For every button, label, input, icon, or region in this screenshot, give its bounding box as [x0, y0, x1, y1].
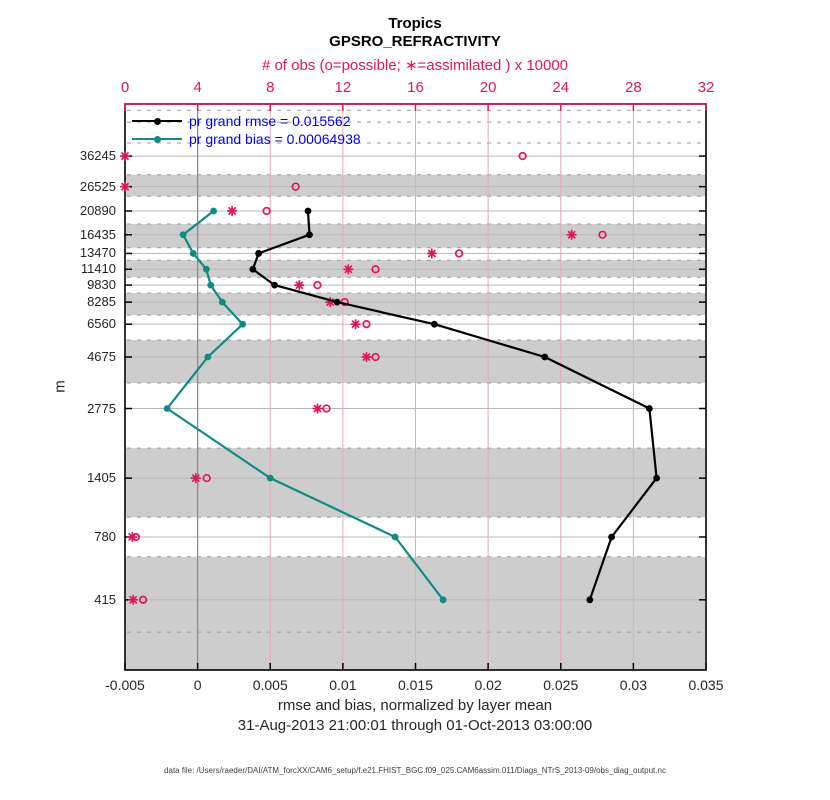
bias-line-swatch [132, 134, 182, 144]
assimilated-obs-marker [567, 230, 576, 239]
rmse-point [586, 596, 593, 603]
bottom-tick-label: 0 [193, 677, 202, 693]
rmse-point [608, 534, 615, 541]
bias-point [164, 405, 171, 412]
legend-item-bias [132, 130, 361, 148]
rmse-point [305, 208, 312, 215]
rmse-point [431, 321, 438, 328]
assimilated-obs-marker [129, 596, 138, 605]
bottom-tick-label: 0.015 [397, 677, 434, 693]
assimilated-obs-marker [428, 249, 437, 258]
assimilated-obs-marker [313, 404, 322, 413]
assimilated-obs-marker [228, 207, 237, 216]
bias-point [440, 596, 447, 603]
y-tick-label: 8285 [87, 294, 116, 310]
rmse-point [541, 354, 548, 361]
top-tick-label: 20 [479, 79, 497, 96]
rmse-point [271, 282, 278, 289]
legend [132, 112, 361, 148]
rmse-point [334, 299, 341, 306]
legend-label-bias: pr grand bias = 0.00064938 [189, 131, 361, 147]
bottom-tick-label: 0.03 [619, 677, 647, 693]
bias-point [190, 250, 197, 257]
top-tick-label: 28 [625, 79, 642, 96]
legend-item-rmse [132, 112, 361, 130]
assimilated-obs-marker [121, 152, 130, 161]
plot-variable-title: GPSRO_REFRACTIVITY [329, 33, 501, 50]
bottom-tick-label: 0.025 [543, 677, 579, 693]
bias-point [203, 266, 210, 273]
rmse-point [306, 231, 313, 238]
bias-point [210, 208, 217, 215]
top-tick-label: 0 [120, 79, 130, 96]
y-tick-label: 4675 [87, 349, 116, 364]
y-tick-label: 11410 [80, 261, 116, 277]
bottom-tick-label: 0.035 [688, 677, 724, 693]
top-tick-label: 24 [552, 79, 570, 96]
y-tick-label: 6560 [87, 316, 116, 332]
bias-point [180, 231, 187, 238]
x-axis-label: rmse and bias, normalized by layer mean [277, 697, 553, 714]
y-tick-label: 1405 [87, 470, 116, 486]
assimilated-obs-marker [295, 281, 304, 290]
bottom-tick-label: 0.005 [252, 677, 288, 693]
plot-region-title: Tropics [388, 15, 442, 32]
rmse-swatch-dot [154, 118, 161, 125]
bottom-tick-label: 0.01 [329, 677, 357, 693]
bias-swatch-dot [154, 136, 161, 143]
top-tick-label: 4 [193, 79, 202, 96]
rmse-point [249, 266, 256, 273]
top-axis-label: # of obs (o=possible; ∗=assimilated ) x 10000 [261, 57, 569, 74]
bias-point [207, 282, 214, 289]
bias-point [392, 534, 399, 541]
bias-point [267, 475, 274, 482]
assimilated-obs-marker [121, 182, 130, 191]
legend-label-rmse: pr grand rmse = 0.015562 [189, 113, 351, 129]
bias-point [239, 321, 246, 328]
y-tick-label: 36245 [79, 148, 116, 164]
rmse-point [646, 405, 653, 412]
y-tick-label: 13470 [79, 245, 116, 261]
bias-point [204, 354, 211, 361]
top-tick-label: 32 [697, 79, 715, 96]
rmse-point [653, 475, 660, 482]
date-range: 31-Aug-2013 21:00:01 through 01-Oct-2013 03:00:00 [237, 717, 593, 734]
assimilated-obs-marker [128, 533, 137, 542]
top-tick-label: 12 [334, 79, 352, 96]
y-tick-label: 9830 [87, 277, 116, 293]
bias-point [219, 299, 226, 306]
bottom-tick-label: 0.02 [474, 677, 502, 693]
y-tick-label: 26525 [79, 178, 116, 194]
assimilated-obs-marker [344, 265, 353, 274]
top-tick-label: 16 [407, 79, 424, 96]
y-tick-label: 20890 [79, 202, 116, 218]
assimilated-obs-marker [351, 320, 360, 329]
y-axis-label: m [51, 380, 69, 393]
bottom-tick-label: -0.005 [105, 677, 145, 693]
assimilated-obs-marker [362, 353, 371, 362]
y-tick-label: 780 [94, 528, 116, 544]
rmse-line-swatch [132, 116, 182, 126]
rmse-point [255, 250, 262, 257]
data-file-path: data file: /Users/raeder/DAI/ATM_forcXX/CAM6_setup/f.e21.FHIST_BGC.f09_025.CAM6assim.011/Diags_NTrS_2013-09/obs_diag_output.nc [164, 766, 666, 775]
y-tick-label: 16435 [79, 226, 116, 242]
top-tick-label: 8 [266, 79, 275, 96]
y-tick-label: 415 [94, 591, 116, 607]
assimilated-obs-marker [192, 474, 201, 483]
y-tick-label: 2775 [87, 400, 116, 416]
